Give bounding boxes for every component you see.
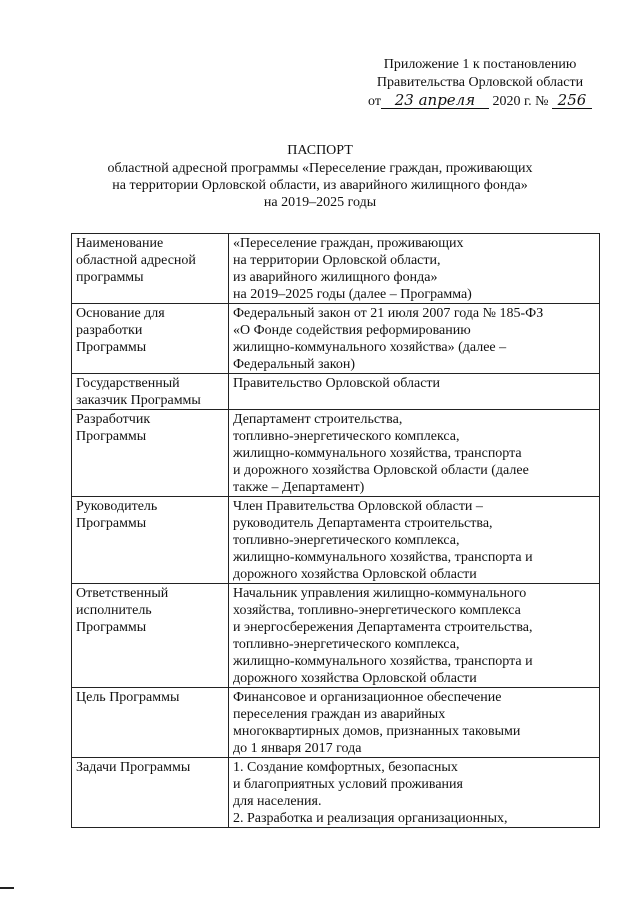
row-label-line: заказчик Программы — [76, 393, 201, 408]
row-value-line: для населения. — [233, 794, 322, 809]
row-label-line: областной адресной — [76, 253, 196, 268]
row-label-cell — [72, 374, 229, 410]
table-row — [72, 234, 600, 304]
appendix-year: 2020 г. № — [492, 94, 549, 109]
row-value-line: хозяйства, топливно-энергетического комплекса — [233, 603, 521, 618]
row-label-line: программы — [76, 270, 144, 285]
row-label-line: разработки — [76, 323, 143, 338]
row-label-cell — [72, 688, 229, 758]
table-row — [72, 410, 600, 497]
row-value-line: Правительство Орловской области — [233, 376, 441, 391]
passport-table-body — [72, 234, 600, 828]
row-label-line: Программы — [76, 429, 147, 444]
row-value-cell — [229, 304, 600, 374]
table-row — [72, 374, 600, 410]
row-label-line: Программы — [76, 516, 147, 531]
row-value-cell — [229, 688, 600, 758]
row-value-line: и энергосбережения Департамента строительства, — [233, 620, 533, 635]
row-value-line: 2. Разработка и реализация организационных, — [233, 811, 508, 826]
row-value-line: топливно-энергетического комплекса, — [233, 429, 460, 444]
row-value-line: руководитель Департамента строительства, — [233, 516, 493, 531]
row-value-line: «О Фонде содействия реформированию — [233, 323, 471, 338]
appendix-line-2: Правительства Орловской области — [376, 75, 584, 90]
passport-subtitle-line: на территории Орловской области, из аварийного жилищного фонда» — [112, 178, 528, 193]
row-label-cell — [72, 304, 229, 374]
row-value-line: жилищно-коммунального хозяйства, транспорта и — [233, 654, 533, 669]
table-row — [72, 497, 600, 584]
row-value-line: до 1 января 2017 года — [233, 741, 362, 756]
row-value-line: Департамент строительства, — [233, 412, 403, 427]
row-value-line: из аварийного жилищного фонда» — [233, 270, 438, 285]
row-label-line: Программы — [76, 340, 147, 355]
table-row — [72, 688, 600, 758]
passport-title — [60, 142, 580, 211]
row-label-cell — [72, 234, 229, 304]
passport-table — [71, 233, 600, 828]
row-label-line: Цель Программы — [76, 690, 180, 705]
passport-subtitle-line: областной адресной программы «Переселение граждан, проживающих — [107, 161, 533, 176]
row-value-line: Финансовое и организационное обеспечение — [233, 690, 502, 705]
row-label-line: Разработчик — [76, 412, 151, 427]
scan-edge-mark — [0, 887, 14, 889]
row-value-line: также – Департамент) — [233, 480, 365, 495]
row-value-line: жилищно-коммунального хозяйства» (далее – — [233, 340, 507, 355]
row-value-cell — [229, 234, 600, 304]
row-label-line: Руководитель — [76, 499, 158, 514]
row-label-cell — [72, 584, 229, 688]
row-value-line: и дорожного хозяйства Орловской области (далее — [233, 463, 529, 478]
row-value-line: дорожного хозяйства Орловской области — [233, 567, 477, 582]
row-value-line: 1. Создание комфортных, безопасных — [233, 760, 458, 775]
row-value-line: жилищно-коммунального хозяйства, транспорта — [233, 446, 522, 461]
row-value-line: на 2019–2025 годы (далее – Программа) — [233, 287, 472, 302]
handwritten-number: 256 — [552, 92, 592, 109]
row-label-cell — [72, 497, 229, 584]
row-value-cell — [229, 758, 600, 828]
row-label-cell — [72, 410, 229, 497]
appendix-line-3 — [360, 92, 600, 111]
row-value-line: топливно-энергетического комплекса, — [233, 637, 460, 652]
row-label-line: исполнитель — [76, 603, 152, 618]
appendix-header — [360, 56, 600, 111]
row-value-line: на территории Орловской области, — [233, 253, 441, 268]
passport-subtitle-line: на 2019–2025 годы — [263, 195, 377, 210]
row-value-line: топливно-энергетического комплекса, — [233, 533, 460, 548]
table-row — [72, 304, 600, 374]
row-label-line: Основание для — [76, 306, 165, 321]
row-label-line: Программы — [76, 620, 147, 635]
row-label-line: Наименование — [76, 236, 164, 251]
row-value-cell — [229, 584, 600, 688]
appendix-prefix: от — [368, 94, 381, 109]
row-label-line: Государственный — [76, 376, 180, 391]
handwritten-date: 23 апреля — [381, 92, 489, 109]
row-value-line: дорожного хозяйства Орловской области — [233, 671, 477, 686]
passport-heading: ПАСПОРТ — [287, 143, 353, 158]
row-value-line: переселения граждан из аварийных — [233, 707, 446, 722]
appendix-line-1: Приложение 1 к постановлению — [383, 57, 577, 72]
row-value-line: «Переселение граждан, проживающих — [233, 236, 464, 251]
row-value-line: Начальник управления жилищно-коммунального — [233, 586, 527, 601]
row-value-cell — [229, 497, 600, 584]
row-value-line: многоквартирных домов, признанных таковыми — [233, 724, 521, 739]
row-value-line: Член Правительства Орловской области – — [233, 499, 483, 514]
table-row — [72, 758, 600, 828]
row-value-line: Федеральный закон от 21 июля 2007 года № 185-ФЗ — [233, 306, 544, 321]
row-label-cell — [72, 758, 229, 828]
row-label-line: Ответственный — [76, 586, 169, 601]
row-value-line: жилищно-коммунального хозяйства, транспорта и — [233, 550, 533, 565]
row-value-cell — [229, 410, 600, 497]
row-value-line: и благоприятных условий проживания — [233, 777, 463, 792]
table-row — [72, 584, 600, 688]
row-value-cell — [229, 374, 600, 410]
row-value-line: Федеральный закон) — [233, 357, 356, 372]
row-label-line: Задачи Программы — [76, 760, 191, 775]
